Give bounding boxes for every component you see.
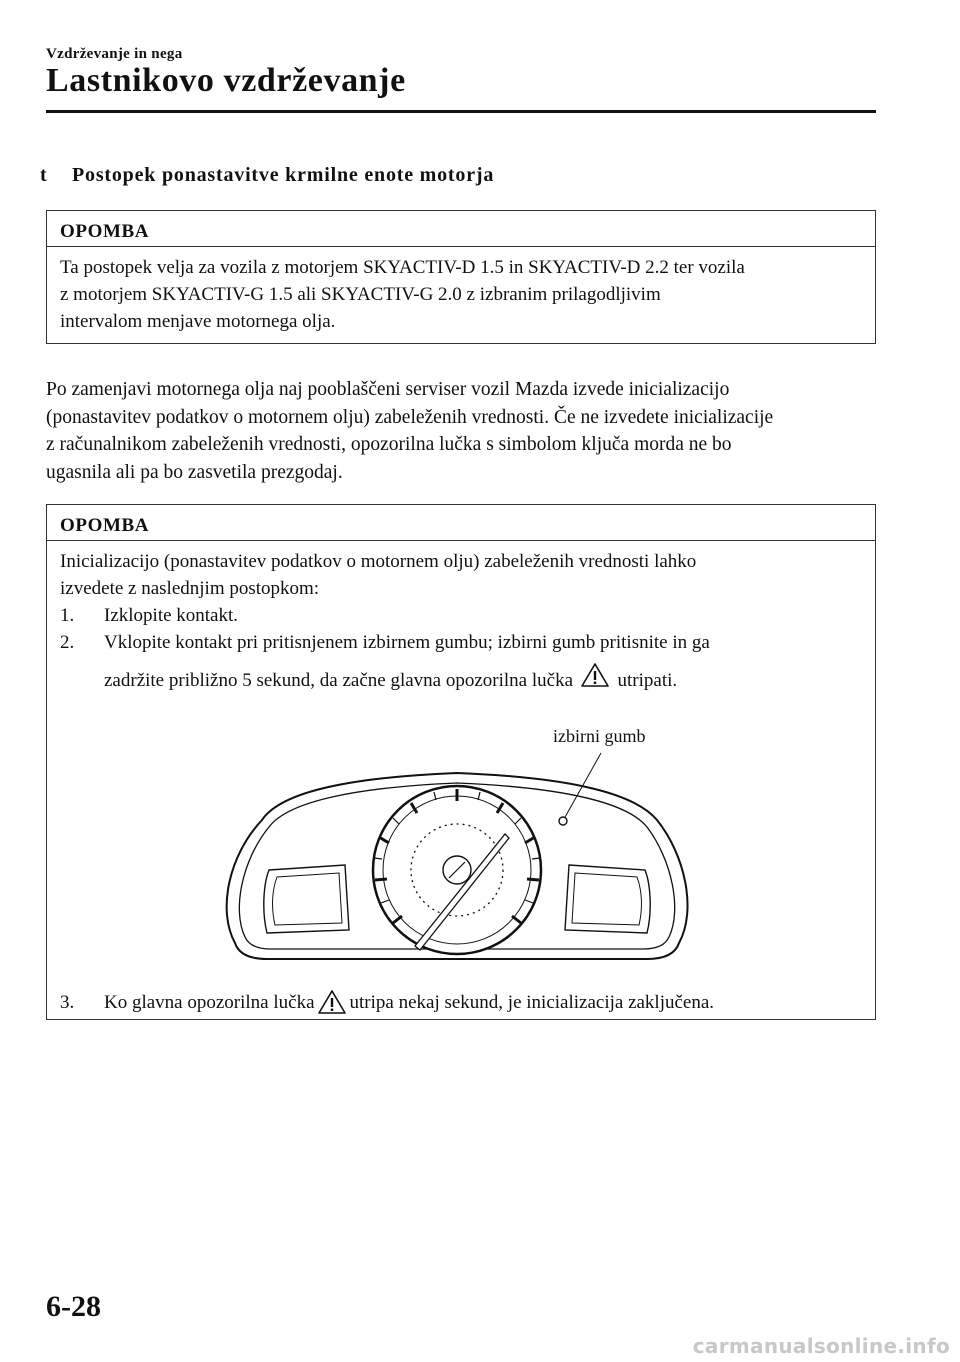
note-line: Inicializacijo (ponastavitev podatkov o motornem olju) zabeleženih vrednosti lahko [60, 551, 697, 572]
paragraph-line: Po zamenjavi motornega olja naj pooblaščeni serviser vozil Mazda izvede inicializacijo [46, 379, 730, 400]
page-title: Lastnikovo vzdrževanje [46, 62, 406, 99]
watermark: carmanualsonline.info [692, 1334, 950, 1358]
step-text: utripati. [617, 670, 678, 691]
note-heading: OPOMBA [47, 505, 875, 541]
step-number: 3. [60, 992, 75, 1013]
note-box-1 [46, 210, 876, 344]
step-2 [60, 629, 861, 656]
title-divider [46, 110, 876, 113]
step-number: 1. [60, 605, 75, 626]
step-2-continuation [60, 662, 861, 694]
figure-callout-label: izbirni gumb [553, 726, 646, 746]
step-number: 2. [60, 632, 75, 653]
paragraph-line: (ponastavitev podatkov o motornem olju) zabeleženih vrednosti. Če ne izvedete inicializacije [46, 406, 774, 428]
heading-bullet: t [40, 164, 48, 186]
note-box-2 [46, 504, 876, 1020]
note-line: z motorjem SKYACTIV-G 1.5 ali SKYACTIV-G 2.0 z izbranim prilagodljivim [60, 284, 661, 305]
instrument-cluster-illustration [207, 745, 707, 980]
step-text: zadržite približno 5 sekund, da začne glavna opozorilna lučka [104, 670, 573, 691]
step-text: Izklopite kontakt. [104, 605, 239, 626]
section-label: Vzdrževanje in nega [46, 46, 183, 62]
note-heading: OPOMBA [47, 211, 875, 247]
select-button-marker [559, 817, 567, 825]
note-line: intervalom menjave motornega olja. [60, 311, 336, 332]
procedure-heading-text: Postopek ponastavitve krmilne enote motorja [72, 164, 495, 186]
note-body [47, 541, 875, 702]
note-line: Ta postopek velja za vozila z motorjem SKYACTIV-D 1.5 in SKYACTIV-D 2.2 ter vozila [60, 257, 745, 278]
body-paragraph [46, 376, 886, 486]
procedure-heading [40, 164, 494, 187]
paragraph-line: z računalnikom zabeleženih vrednosti, opozorilna lučka s simbolom ključa morda ne bo [46, 434, 732, 455]
paragraph-line: ugasnila ali pa bo zasvetila prezgodaj. [46, 461, 343, 483]
step-1 [60, 602, 861, 629]
step-text: utripa nekaj sekund, je inicializacija zaključena. [349, 992, 715, 1013]
step-text: Ko glavna opozorilna lučka [104, 992, 315, 1013]
warning-triangle-icon [580, 662, 610, 688]
note-line: izvedete z naslednjim postopkom: [60, 578, 320, 599]
page-number: 6-28 [46, 1290, 101, 1323]
step-text: Vklopite kontakt pri pritisnjenem izbirnem gumbu; izbirni gumb pritisnite in ga [104, 632, 710, 653]
note-body [47, 247, 875, 343]
step-3 [60, 989, 714, 1016]
warning-triangle-icon [317, 989, 347, 1015]
